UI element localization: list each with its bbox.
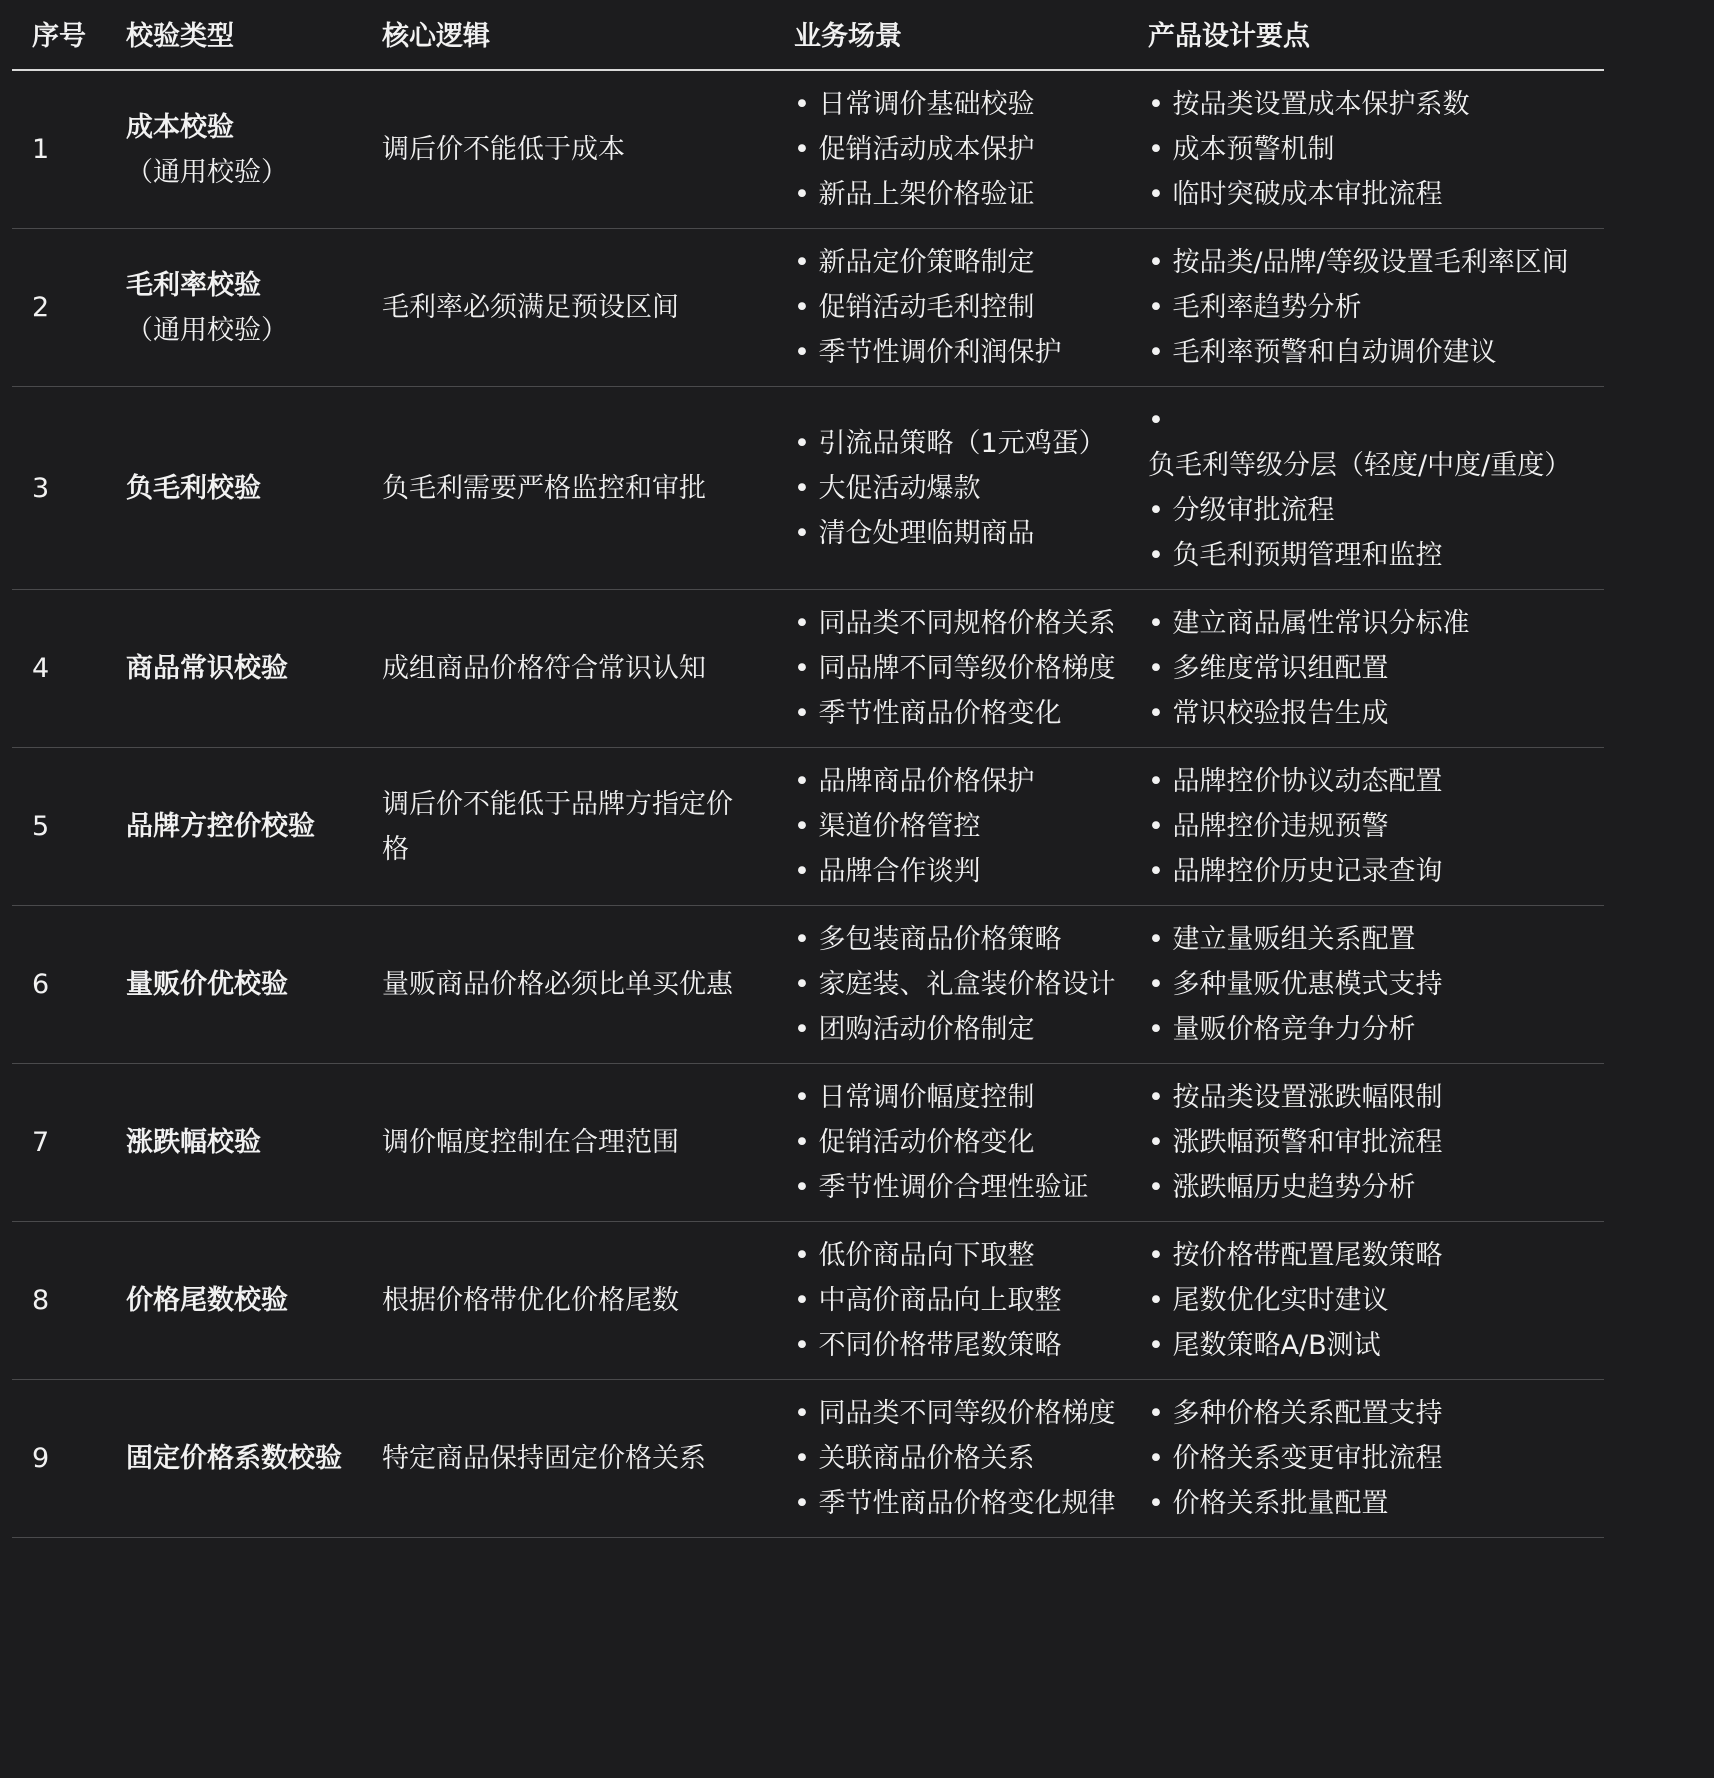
list-item: • 按价格带配置尾数策略 [1148,1233,1584,1278]
list-item: • 促销活动成本保护 [794,127,1118,172]
row-scenarios [794,1380,1148,1538]
list-item: • 按品类/品牌/等级设置毛利率区间 [1148,240,1584,285]
list-item: • 不同价格带尾数策略 [794,1323,1118,1368]
list-item: • 促销活动毛利控制 [794,285,1118,330]
row-index: 9 [12,1380,126,1538]
row-design [1148,748,1604,906]
list-item: • 涨跌幅历史趋势分析 [1148,1165,1584,1210]
row-scenarios [794,748,1148,906]
row-index: 5 [12,748,126,906]
list-item: • 同品牌不同等级价格梯度 [794,646,1118,691]
list-item: • 按品类设置成本保护系数 [1148,82,1584,127]
table-header-row [12,0,1604,70]
row-scenarios [794,1222,1148,1380]
row-logic: 调后价不能低于品牌方指定价格 [382,748,794,906]
type-name: 固定价格系数校验 [126,1443,342,1474]
list-item: • 关联商品价格关系 [794,1436,1118,1481]
list-item: • 季节性商品价格变化 [794,691,1118,736]
list-item: • 负毛利等级分层（轻度/中度/重度） [1148,398,1584,488]
row-type [126,1064,382,1222]
row-scenarios [794,387,1148,590]
list-item: • 品牌控价违规预警 [1148,804,1584,849]
row-logic: 特定商品保持固定价格关系 [382,1380,794,1538]
list-item: • 毛利率趋势分析 [1148,285,1584,330]
row-type [126,1222,382,1380]
type-name: 涨跌幅校验 [126,1127,261,1158]
table-row [12,590,1604,748]
list-item: • 价格关系批量配置 [1148,1481,1584,1526]
header-type: 校验类型 [126,0,382,70]
list-item: • 多包装商品价格策略 [794,917,1118,962]
validation-table [12,0,1604,1538]
row-design [1148,590,1604,748]
type-name: 负毛利校验 [126,472,261,504]
list-item: • 渠道价格管控 [794,804,1118,849]
list-item: • 建立量贩组关系配置 [1148,917,1584,962]
row-design [1148,1064,1604,1222]
row-index: 2 [12,229,126,387]
type-name: 价格尾数校验 [126,1285,288,1316]
row-scenarios [794,1064,1148,1222]
row-index: 4 [12,590,126,748]
row-design [1148,70,1604,229]
row-logic: 调后价不能低于成本 [382,70,794,229]
row-logic: 量贩商品价格必须比单买优惠 [382,906,794,1064]
list-item: • 价格关系变更审批流程 [1148,1436,1584,1481]
row-index: 3 [12,387,126,590]
row-scenarios [794,229,1148,387]
list-item: • 成本预警机制 [1148,127,1584,172]
row-design [1148,906,1604,1064]
list-item: • 同品类不同规格价格关系 [794,601,1118,646]
list-item: • 量贩价格竞争力分析 [1148,1007,1584,1052]
list-item: • 季节性调价利润保护 [794,330,1118,375]
row-index: 1 [12,70,126,229]
header-design: 产品设计要点 [1148,0,1604,70]
list-item: • 建立商品属性常识分标准 [1148,601,1584,646]
row-logic: 根据价格带优化价格尾数 [382,1222,794,1380]
row-logic: 调价幅度控制在合理范围 [382,1064,794,1222]
table-row [12,906,1604,1064]
list-item: • 按品类设置涨跌幅限制 [1148,1075,1584,1120]
list-item: • 分级审批流程 [1148,488,1584,533]
row-index: 8 [12,1222,126,1380]
list-item: • 低价商品向下取整 [794,1233,1118,1278]
list-item: • 品牌控价历史记录查询 [1148,849,1584,894]
row-logic: 负毛利需要严格监控和审批 [382,387,794,590]
row-design [1148,229,1604,387]
list-item: • 负毛利预期管理和监控 [1148,533,1584,578]
table-row [12,1380,1604,1538]
row-design [1148,1222,1604,1380]
header-index: 序号 [12,0,126,70]
list-item: • 家庭装、礼盒装价格设计 [794,962,1118,1007]
header-logic: 核心逻辑 [382,0,794,70]
list-item: • 多种量贩优惠模式支持 [1148,962,1584,1007]
list-item: • 尾数优化实时建议 [1148,1278,1584,1323]
type-name: 量贩价优校验 [126,969,288,1000]
list-item: • 新品定价策略制定 [794,240,1118,285]
table-row [12,70,1604,229]
row-scenarios [794,70,1148,229]
table-row [12,748,1604,906]
row-logic: 成组商品价格符合常识认知 [382,590,794,748]
table-row [12,387,1604,590]
list-item: • 清仓处理临期商品 [794,511,1118,556]
list-item: • 同品类不同等级价格梯度 [794,1391,1118,1436]
table-body [12,70,1604,1538]
list-item: • 品牌合作谈判 [794,849,1118,894]
list-item: • 毛利率预警和自动调价建议 [1148,330,1584,375]
row-type [126,906,382,1064]
list-item: • 日常调价幅度控制 [794,1075,1118,1120]
table-row [12,1064,1604,1222]
list-item: • 季节性调价合理性验证 [794,1165,1118,1210]
list-item: • 中高价商品向上取整 [794,1278,1118,1323]
list-item: • 品牌控价协议动态配置 [1148,759,1584,804]
list-item: • 临时突破成本审批流程 [1148,172,1584,217]
row-index: 7 [12,1064,126,1222]
header-scenarios: 业务场景 [794,0,1148,70]
row-scenarios [794,906,1148,1064]
list-item: • 多种价格关系配置支持 [1148,1391,1584,1436]
row-type [126,70,382,229]
type-sub: （通用校验） [126,314,288,346]
row-type [126,229,382,387]
row-type [126,590,382,748]
type-sub: （通用校验） [126,156,288,188]
list-item: • 常识校验报告生成 [1148,691,1584,736]
list-item: • 涨跌幅预警和审批流程 [1148,1120,1584,1165]
list-item: • 季节性商品价格变化规律 [794,1481,1118,1526]
type-name: 毛利率校验 [126,269,261,301]
list-item: • 多维度常识组配置 [1148,646,1584,691]
row-index: 6 [12,906,126,1064]
row-type [126,748,382,906]
row-type [126,1380,382,1538]
list-item: • 品牌商品价格保护 [794,759,1118,804]
list-item: • 尾数策略A/B测试 [1148,1323,1584,1368]
table-row [12,1222,1604,1380]
list-item: • 促销活动价格变化 [794,1120,1118,1165]
list-item: • 大促活动爆款 [794,466,1118,511]
list-item: • 引流品策略（1元鸡蛋） [794,421,1118,466]
row-scenarios [794,590,1148,748]
row-type [126,387,382,590]
list-item: • 日常调价基础校验 [794,82,1118,127]
type-name: 品牌方控价校验 [126,811,315,842]
row-logic: 毛利率必须满足预设区间 [382,229,794,387]
row-design [1148,1380,1604,1538]
list-item: • 团购活动价格制定 [794,1007,1118,1052]
row-design [1148,387,1604,590]
type-name: 成本校验 [126,111,234,143]
list-item: • 新品上架价格验证 [794,172,1118,217]
table-row [12,229,1604,387]
type-name: 商品常识校验 [126,653,288,684]
